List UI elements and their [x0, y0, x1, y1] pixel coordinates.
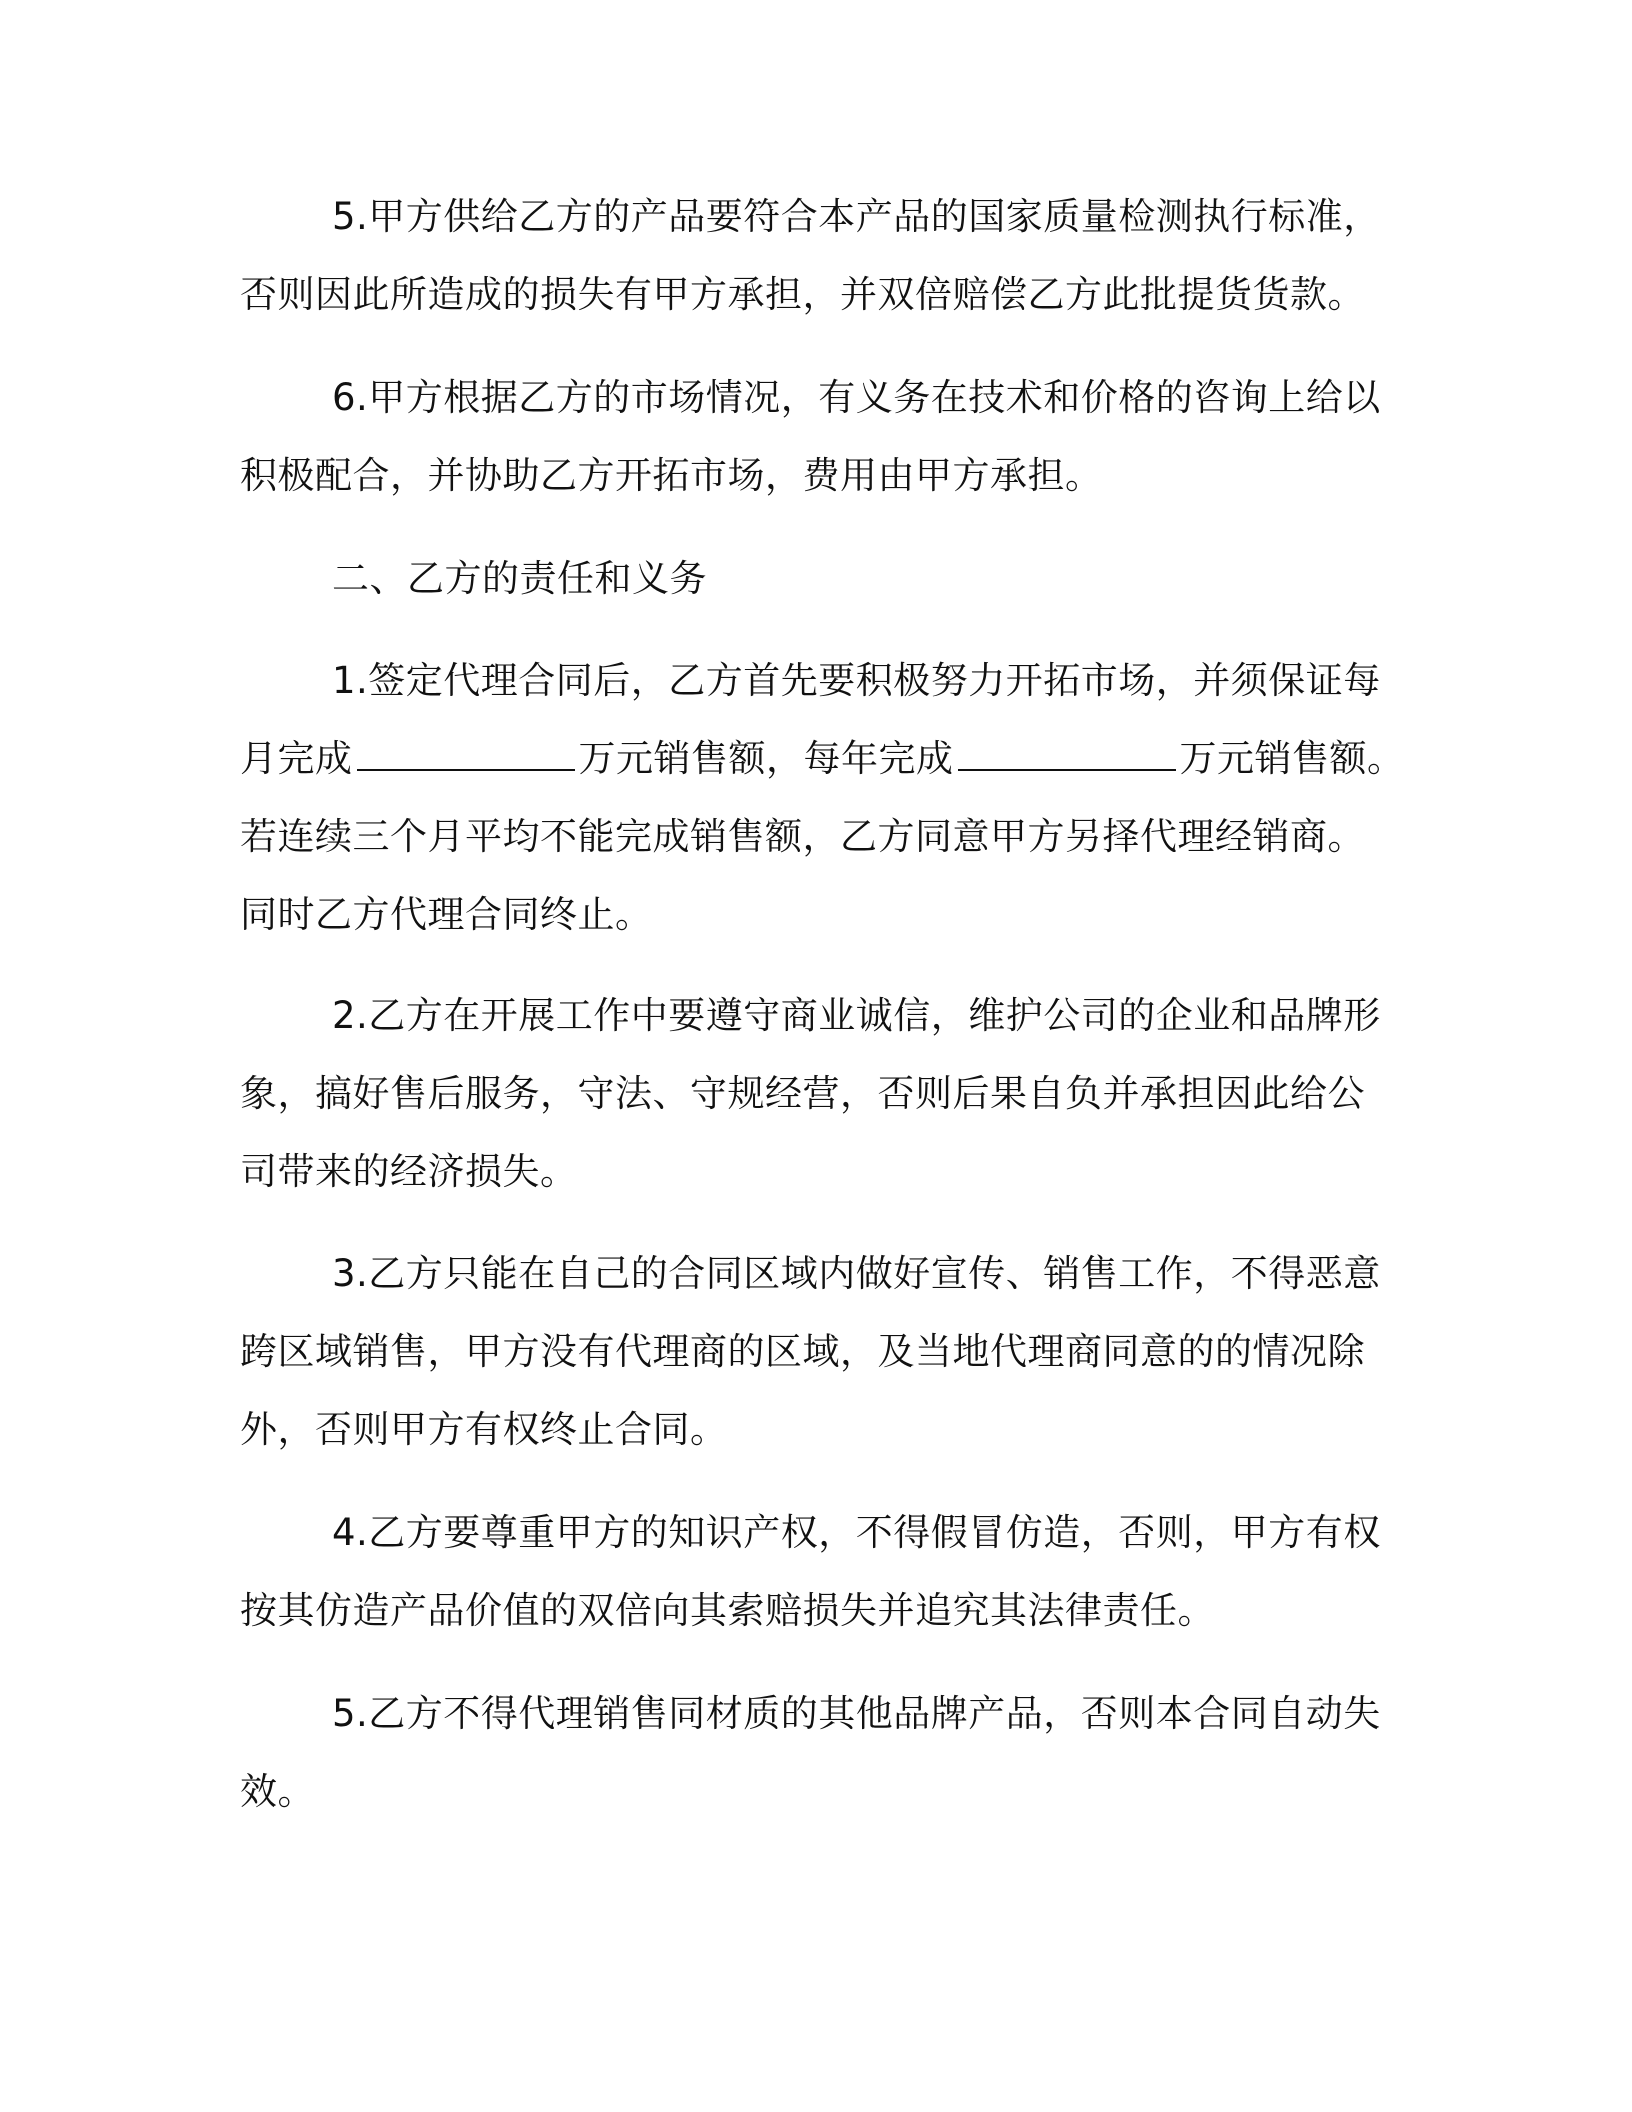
- clause-b5: [240, 1675, 1381, 1831]
- clause-a6-line-2: 积极配合，并协助乙方开拓市场，费用由甲方承担。: [240, 454, 1103, 497]
- clause-a6-line-1: 6.甲方根据乙方的市场情况，有义务在技术和价格的咨询上给以: [332, 376, 1381, 419]
- clause-b1-text-end: 万元销售额。: [1179, 737, 1405, 780]
- clause-b4: [240, 1494, 1381, 1650]
- clause-b1: [240, 642, 1405, 954]
- section-heading-text: 二、乙方的责任和义务: [332, 557, 707, 600]
- clause-a5: [240, 178, 1381, 334]
- clause-b1-text-yearly: 万元销售额，每年完成: [578, 737, 954, 780]
- clause-b1-line-3: 若连续三个月平均不能完成销售额，乙方同意甲方另择代理经销商。: [240, 815, 1365, 858]
- clause-b3: [240, 1235, 1381, 1469]
- clause-a5-line-1: 5.甲方供给乙方的产品要符合本产品的国家质量检测执行标准，: [332, 195, 1381, 238]
- clause-b2: [240, 977, 1381, 1211]
- clause-b1-line-4: 同时乙方代理合同终止。: [240, 893, 653, 936]
- clause-b1-line-1: 1.签定代理合同后，乙方首先要积极努力开拓市场，并须保证每: [332, 659, 1381, 702]
- clause-b3-line-2: 跨区域销售，甲方没有代理商的区域，及当地代理商同意的的情况除: [240, 1330, 1365, 1373]
- clause-b2-line-3: 司带来的经济损失。: [240, 1150, 578, 1193]
- clause-b1-text-monthly: 月完成: [240, 737, 353, 780]
- clause-a5-line-2: 否则因此所造成的损失有甲方承担，并双倍赔偿乙方此批提货货款。: [240, 273, 1365, 316]
- clause-b3-line-3: 外，否则甲方有权终止合同。: [240, 1408, 728, 1451]
- clause-b3-line-1: 3.乙方只能在自己的合同区域内做好宣传、销售工作，不得恶意: [332, 1252, 1381, 1295]
- yearly-sales-blank[interactable]: [958, 739, 1176, 771]
- clause-a6: [240, 359, 1381, 515]
- clause-b5-line-2: 效。: [240, 1770, 315, 1813]
- clause-b5-line-1: 5.乙方不得代理销售同材质的其他品牌产品，否则本合同自动失: [332, 1692, 1381, 1735]
- monthly-sales-blank[interactable]: [357, 739, 575, 771]
- clause-b4-line-2: 按其仿造产品价值的双倍向其索赔损失并追究其法律责任。: [240, 1589, 1215, 1632]
- clause-b1-line-2: [240, 720, 1405, 798]
- section-heading: [240, 540, 1374, 618]
- clause-b4-line-1: 4.乙方要尊重甲方的知识产权，不得假冒仿造，否则，甲方有权: [332, 1511, 1381, 1554]
- clause-b2-line-1: 2.乙方在开展工作中要遵守商业诚信，维护公司的企业和品牌形: [332, 994, 1381, 1037]
- clause-b2-line-2: 象，搞好售后服务，守法、守规经营，否则后果自负并承担因此给公: [240, 1072, 1365, 1115]
